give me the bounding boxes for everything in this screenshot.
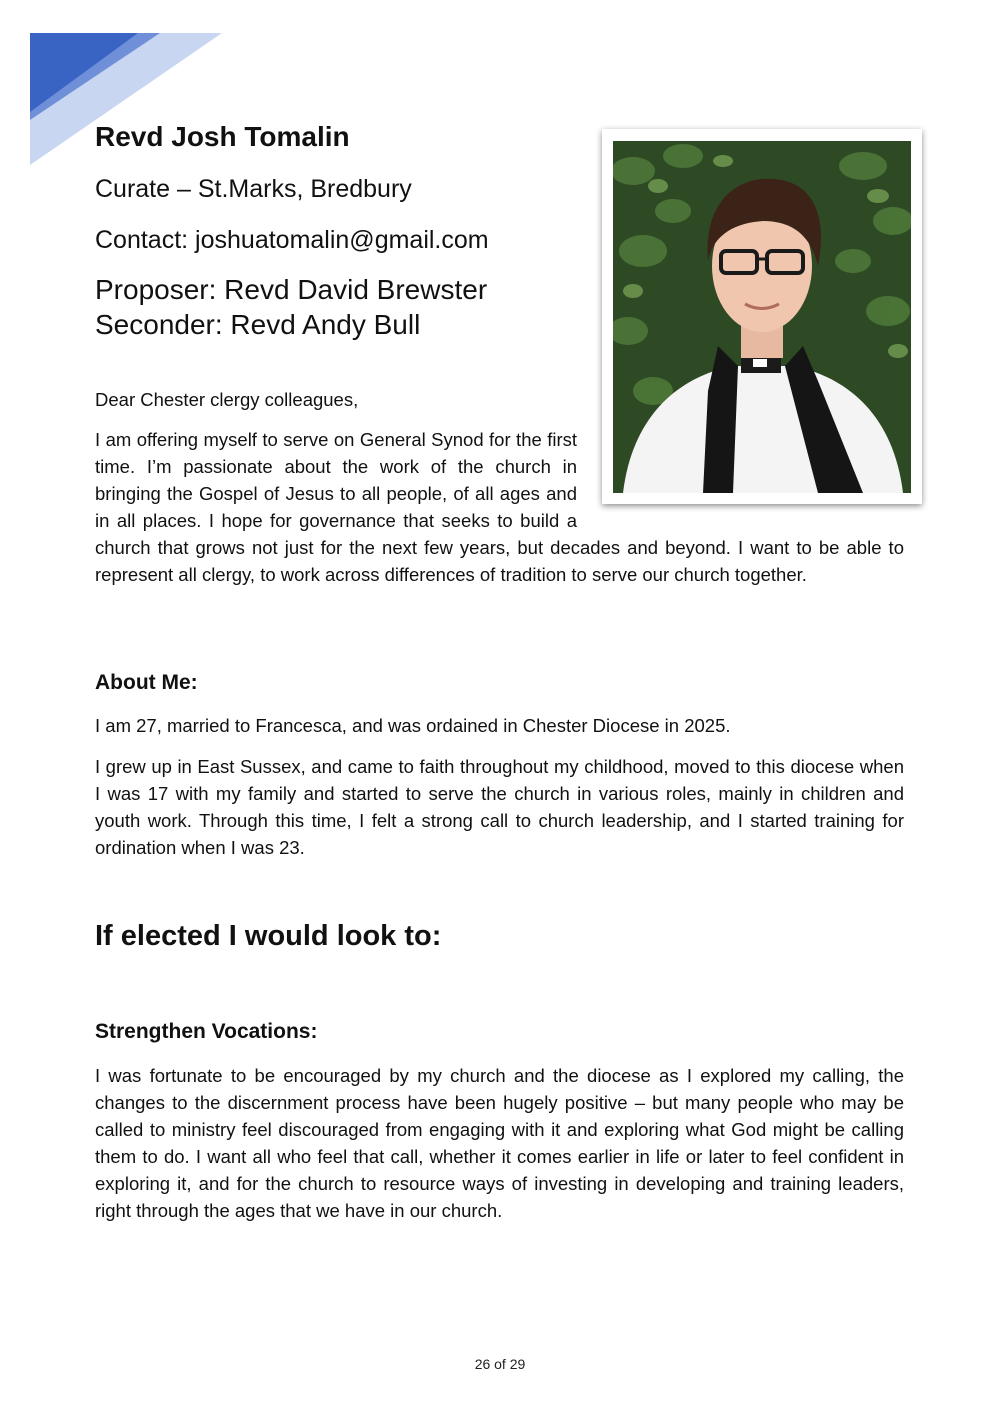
- seconder-line: Seconder: Revd Andy Bull: [95, 309, 421, 340]
- proposer-line: Proposer: Revd David Brewster: [95, 274, 488, 305]
- page-number: 26 of 29: [474, 1356, 526, 1372]
- candidate-name: Revd Josh Tomalin: [95, 121, 350, 152]
- about-heading: About Me:: [95, 671, 198, 694]
- candidate-role: Curate – St.Marks, Bredbury: [95, 175, 412, 203]
- vocations-paragraph: I was fortunate to be encouraged by my church and the diocese as I explored my calling, the changes to the discernment process have been hugely positive – but many people who may be called to ministry feel discouraged from engaging with it and exploring what God might be calling them to do. I want all who feel that call, whether it comes earlier in life or later to feel confident in exploring it, and for the church to resource ways of investing in developing and training leaders, right through the ages that we have in our church.: [95, 1065, 904, 1221]
- photo-wrap-space: [577, 426, 904, 530]
- vocations-heading: Strengthen Vocations:: [95, 1020, 318, 1043]
- candidate-contact[interactable]: Contact: joshuatomalin@gmail.com: [95, 226, 489, 254]
- elected-heading: If elected I would look to:: [95, 920, 442, 952]
- intro-paragraph: I am offering myself to serve on General Synod for the first time. I’m passionate about the work of the church in bringing the Gospel of Jesus to all people, of all ages and in all places. I hope for governance that seeks to build a church that grows not just for the next few years, but decades and beyond. I want to be able to represent all clergy, to work across differences of tradition to serve our church together.: [95, 429, 904, 585]
- greeting: Dear Chester clergy colleagues,: [95, 389, 359, 410]
- about-paragraph-2: I grew up in East Sussex, and came to faith throughout my childhood, moved to this diocese when I was 17 with my family and started to serve the church in various roles, mainly in children and youth work. Through this time, I felt a strong call to church leadership, and I started training for ordination when I was 23.: [95, 756, 904, 858]
- about-paragraph-1: I am 27, married to Francesca, and was ordained in Chester Diocese in 2025.: [95, 715, 731, 736]
- intro-section: [95, 426, 904, 588]
